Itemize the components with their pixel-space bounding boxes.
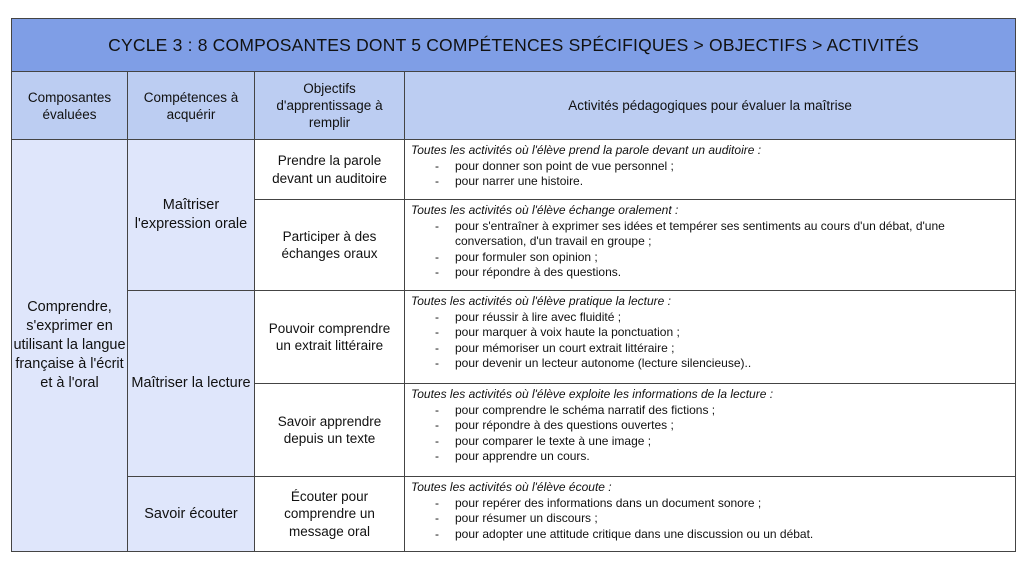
table-row (12, 477, 1016, 552)
list-item: - pour apprendre un cours. (435, 449, 1009, 465)
list-item: - pour comparer le texte à une image ; (435, 434, 1009, 450)
list-item: - pour marquer à voix haute la ponctuation ; (435, 325, 1009, 341)
composante-cell: Comprendre, s'exprimer en utilisant la langue française à l'écrit et à l'oral (12, 140, 128, 552)
list-item: - pour donner son point de vue personnel ; (435, 159, 1009, 175)
list-item: - pour mémoriser un court extrait littéraire ; (435, 341, 1009, 357)
activites-cell (405, 477, 1016, 552)
objectif-cell: Écouter pour comprendre un message oral (255, 477, 405, 552)
activites-cell (405, 200, 1016, 291)
competences-table-container (11, 18, 1015, 552)
competence-lecture: Maîtriser la lecture (128, 291, 255, 477)
list-item: - pour repérer des informations dans un document sonore ; (435, 496, 1009, 512)
header-activites: Activités pédagogiques pour évaluer la maîtrise (405, 72, 1016, 140)
activites-list (411, 159, 1009, 190)
table-title: CYCLE 3 : 8 COMPOSANTES DONT 5 COMPÉTENCES SPÉCIFIQUES > OBJECTIFS > ACTIVITÉS (12, 19, 1016, 72)
objectif-cell: Prendre la parole devant un auditoire (255, 140, 405, 200)
list-item: - pour s'entraîner à exprimer ses idées et tempérer ses sentiments au cours d'un débat, d'une conversation, d'un travail en groupe ; (435, 219, 1009, 250)
list-item: - pour adopter une attitude critique dans une discussion ou un débat. (435, 527, 1009, 543)
activites-intro: Toutes les activités où l'élève pratique la lecture : (411, 294, 671, 308)
activites-list (411, 403, 1009, 465)
activites-list (411, 219, 1009, 281)
table-row (12, 291, 1016, 384)
list-item: - pour réussir à lire avec fluidité ; (435, 310, 1009, 326)
objectif-cell: Pouvoir comprendre un extrait littéraire (255, 291, 405, 384)
activites-list (411, 496, 1009, 543)
activites-intro: Toutes les activités où l'élève échange oralement : (411, 203, 679, 217)
competences-table (11, 18, 1016, 552)
table-row (12, 140, 1016, 200)
list-item: - pour formuler son opinion ; (435, 250, 1009, 266)
list-item: - pour devenir un lecteur autonome (lecture silencieuse).. (435, 356, 1009, 372)
header-composantes: Composantes évaluées (12, 72, 128, 140)
activites-intro: Toutes les activités où l'élève écoute : (411, 480, 612, 494)
list-item: - pour narrer une histoire. (435, 174, 1009, 190)
list-item: - pour répondre à des questions. (435, 265, 1009, 281)
activites-cell (405, 140, 1016, 200)
list-item: - pour répondre à des questions ouvertes ; (435, 418, 1009, 434)
activites-intro: Toutes les activités où l'élève exploite les informations de la lecture : (411, 387, 774, 401)
activites-list (411, 310, 1009, 372)
header-competences: Compétences à acquérir (128, 72, 255, 140)
objectif-cell: Participer à des échanges oraux (255, 200, 405, 291)
competence-expression-orale: Maîtriser l'expression orale (128, 140, 255, 291)
header-objectifs: Objectifs d'apprentissage à remplir (255, 72, 405, 140)
list-item: - pour comprendre le schéma narratif des fictions ; (435, 403, 1009, 419)
list-item: - pour résumer un discours ; (435, 511, 1009, 527)
objectif-cell: Savoir apprendre depuis un texte (255, 384, 405, 477)
activites-cell (405, 291, 1016, 384)
competence-ecouter: Savoir écouter (128, 477, 255, 552)
activites-cell (405, 384, 1016, 477)
activites-intro: Toutes les activités où l'élève prend la parole devant un auditoire : (411, 143, 762, 157)
